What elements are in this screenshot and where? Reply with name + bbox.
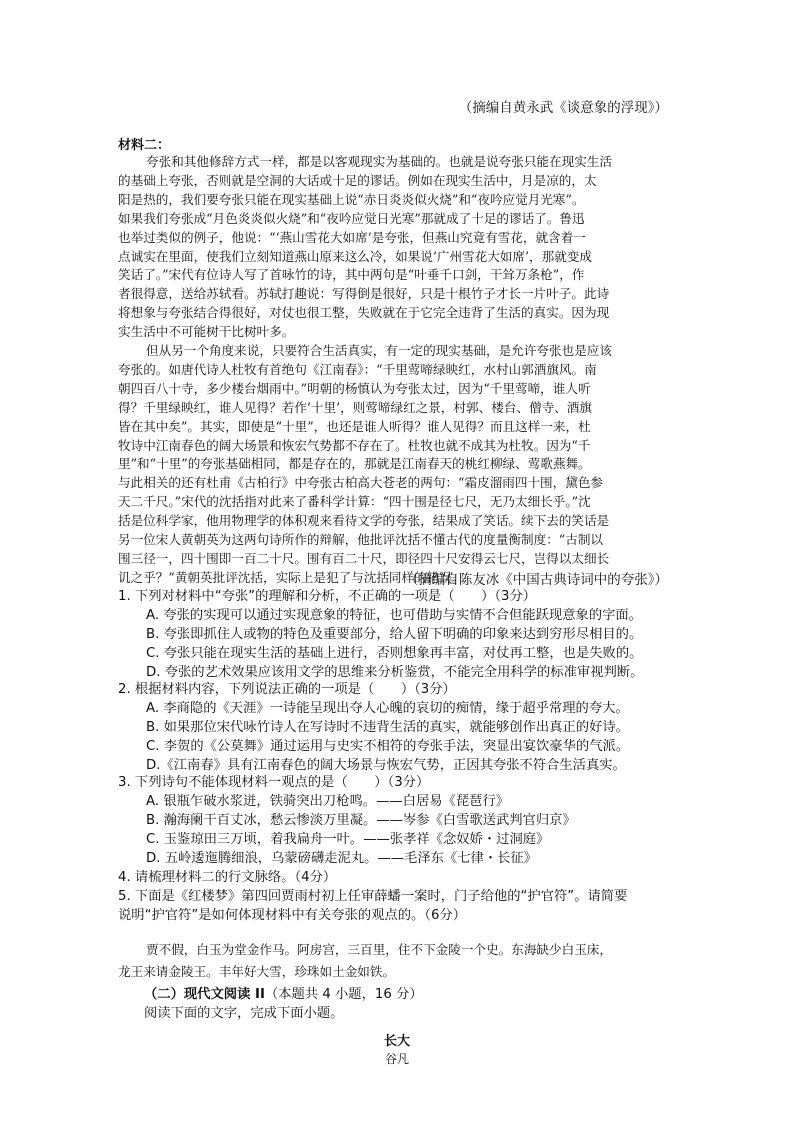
question-3-option-a: A. 银瓶乍破水浆迸，铁骑突出刀枪鸣。——白居易《琵琶行》 — [146, 794, 510, 809]
material-2-line: 阳是热的，我们要夸张只能在现实基础上说“赤日炎炎似火烧”和“夜吟应觉月光寒”。 — [118, 191, 585, 207]
question-3-stem: 3. 下列诗句不能体现材料一观点的是（ ）（3分） — [118, 775, 430, 790]
section-title: （二）现代文阅读 II — [144, 987, 265, 1002]
question-5-quote-line-1: 贾不假，白玉为堂金作马。阿房宫，三百里，住不下金陵一个史。东海缺少白玉床， — [146, 942, 612, 957]
question-1-option-a: A. 夸张的实现可以通过实现意象的特征，也可借助与实情不合但能跃现意象的字面。 — [146, 608, 643, 623]
question-2-option-b: B. 如果那位宋代咏竹诗人在写诗时不违背生活的真实，就能够创作出真正的好诗。 — [146, 720, 629, 735]
source-citation-2: （摘编自陈友冰《中国古典诗词中的夸张》） — [404, 572, 668, 588]
material-2-line: 实生活中不可能树干比树叶多。 — [118, 324, 295, 340]
question-2-option-d: D.《江南春》具有江南春色的阔大场景与恢宏气势，正因其夸张不符合生活真实。 — [146, 758, 626, 773]
question-1-stem: 1. 下列对材料中“夸张”的理解和分析，不正确的一项是（ ）（3分） — [118, 589, 537, 604]
question-5-stem-line-2: 说明“护官符”是如何体现材料中有关夸张的观点的。（6分） — [118, 908, 467, 923]
material-2-heading: 材料二： — [118, 138, 171, 153]
material-2-line: 将想象与夸张结合得很好，对仗也很工整，失败就在于它完全违背了生活的真实。因为现 — [118, 305, 610, 321]
article-author: 谷凡 — [384, 1052, 409, 1066]
material-2-line: 的基础上夸张，否则就是空洞的大话或十足的谬话。例如在现实生活中，月是凉的，太 — [118, 172, 597, 188]
material-2-line: 也举过类似的例子，他说：“‘燕山雪花大如席’是夸张，但燕山究竟有雪花，就含着一 — [118, 229, 586, 245]
question-3-option-c: C. 玉鉴琼田三万顷，着我扁舟一叶。——张孝祥《念奴娇・过洞庭》 — [146, 832, 550, 847]
question-5-stem-line-1: 5. 下面是《红楼梦》第四回贾雨村初上任审薛蟠一案时，门子给他的“护官符”。请简要 — [118, 889, 628, 904]
material-2-line: 与此相关的还有杜甫《古柏行》中夸张古柏高大苍老的两句：“霜皮溜雨四十围，黛色参 — [118, 475, 604, 491]
material-2-line: 讥之乎？”黄朝英批评沈括，实际上是犯了与沈括同样的错误。 — [118, 569, 465, 585]
question-1-option-d: D. 夸张的艺术效果应该用文学的思维来分析鉴赏，不能完全用科学的标准审视判断。 — [146, 665, 644, 680]
question-4-stem: 4. 请梳理材料二的行文脉络。（4分） — [118, 870, 337, 885]
section-note: （本题共 4 小题，16 分） — [264, 987, 423, 1002]
material-2-line: 笑话了。”宋代有位诗人写了首咏竹的诗，其中两句是“叶垂千口剑，干耸万条枪”，作 — [118, 267, 585, 283]
material-2-line: 天二千尺。”宋代的沈括指对此来了番科学计算：“四十围是径七尺，无乃太细长乎。”沈 — [118, 494, 591, 510]
material-2-line: 另一位宋人黄朝英为这两句诗所作的辩解，他批评沈括不懂古代的度量衡制度：“古制以 — [118, 532, 604, 547]
material-2-line: 皆在其中矣”。其实，即使是“十里”，也还是谁人听得？谁人见得？而且这样一来，杜 — [118, 418, 591, 434]
question-2-option-c: C. 李贺的《公莫舞》通过运用与史实不相符的夸张手法，突显出宴饮豪华的气派。 — [146, 739, 630, 754]
question-2-option-a: A. 李商隐的《天涯》一诗能呈现出夺人心魄的哀切的痴情，缘于超乎常理的夸大。 — [146, 701, 629, 716]
question-2-stem: 2. 根据材料内容，下列说法正确的一项是（ ）（3分） — [118, 682, 456, 697]
material-2-line: 点诚实在里面，使我们立刻知道燕山原来这么冷，如果说‘广州雪花大如席’，那就变成 — [118, 248, 592, 264]
material-2-line: 里”和“十里”的夸张基础相同，都是存在的，那就是江南春天的桃红柳绿、莺歌燕舞。 — [118, 456, 591, 472]
material-2-line: 如果我们夸张成“月色炎炎似火烧”和“夜吟应觉日光寒”那就成了十足的谬话了。鲁迅 — [118, 210, 585, 226]
material-2-line: 者很得意，送给苏轼看。苏轼打趣说：写得倒是很好，只是十根竹子才长一片叶子。此诗 — [118, 286, 610, 302]
question-1-option-b: B. 夸张即抓住人或物的特色及重要部分，给人留下明确的印象来达到穷形尽相目的。 — [146, 627, 643, 642]
material-2-line: 夸张和其他修辞方式一样，都是以客观现实为基础的。也就是说夸张只能在现实生活 — [146, 154, 612, 169]
material-2-line: 牧诗中江南春色的阔大场景和恢宏气势都不存在了。杜牧也就不成其为杜牧。因为“千 — [118, 437, 591, 453]
question-1-option-c: C. 夸张只能在现实生活的基础上进行，否则想象再丰富，对仗再工整，也是失败的。 — [146, 646, 643, 661]
material-2-line: 得？千里绿映红，谁人见得？若作‘十里’，则莺啼绿红之景，村郭、楼台、僧寺、酒旗 — [118, 399, 592, 415]
material-2-line: 朝四百八十寺，多少楼台烟雨中。”明朝的杨慎认为夸张太过，因为“千里莺啼，谁人听 — [118, 380, 591, 396]
material-2-line: 括是位科学家，他用物理学的体积观来看待文学的夸张，结果成了笑话。续下去的笑话是 — [118, 513, 610, 529]
material-2-line: 但从另一个角度来说，只要符合生活真实，有一定的现实基础，是允许夸张也是应该 — [146, 343, 612, 358]
material-2-line: 夸张的。如唐代诗人杜牧有首绝句《江南春》：“千里莺啼绿映红，水村山郭酒旗风。南 — [118, 361, 597, 377]
question-5-quote-line-2: 龙王来请金陵王。丰年好大雪，珍珠如土金如铁。 — [118, 964, 396, 979]
question-3-option-d: D. 五岭逶迤腾细浪，乌蒙磅礴走泥丸。——毛泽东《七律・长征》 — [146, 851, 538, 866]
question-3-option-b: B. 瀚海阑干百丈冰，愁云惨淡万里凝。——岑参《白雪歌送武判官归京》 — [146, 813, 576, 828]
section-heading — [144, 985, 423, 1004]
article-title: 长大 — [383, 1034, 410, 1049]
source-citation-1: （摘编自黄永武《谈意象的浮现》） — [458, 100, 668, 116]
material-2-line: 围三径一，四十围即一百二十尺。围有百二十尺，即径四十尺安得云七尺，岂得以太细长 — [118, 550, 610, 566]
section-instruction: 阅读下面的文字，完成下面小题。 — [144, 1006, 344, 1021]
